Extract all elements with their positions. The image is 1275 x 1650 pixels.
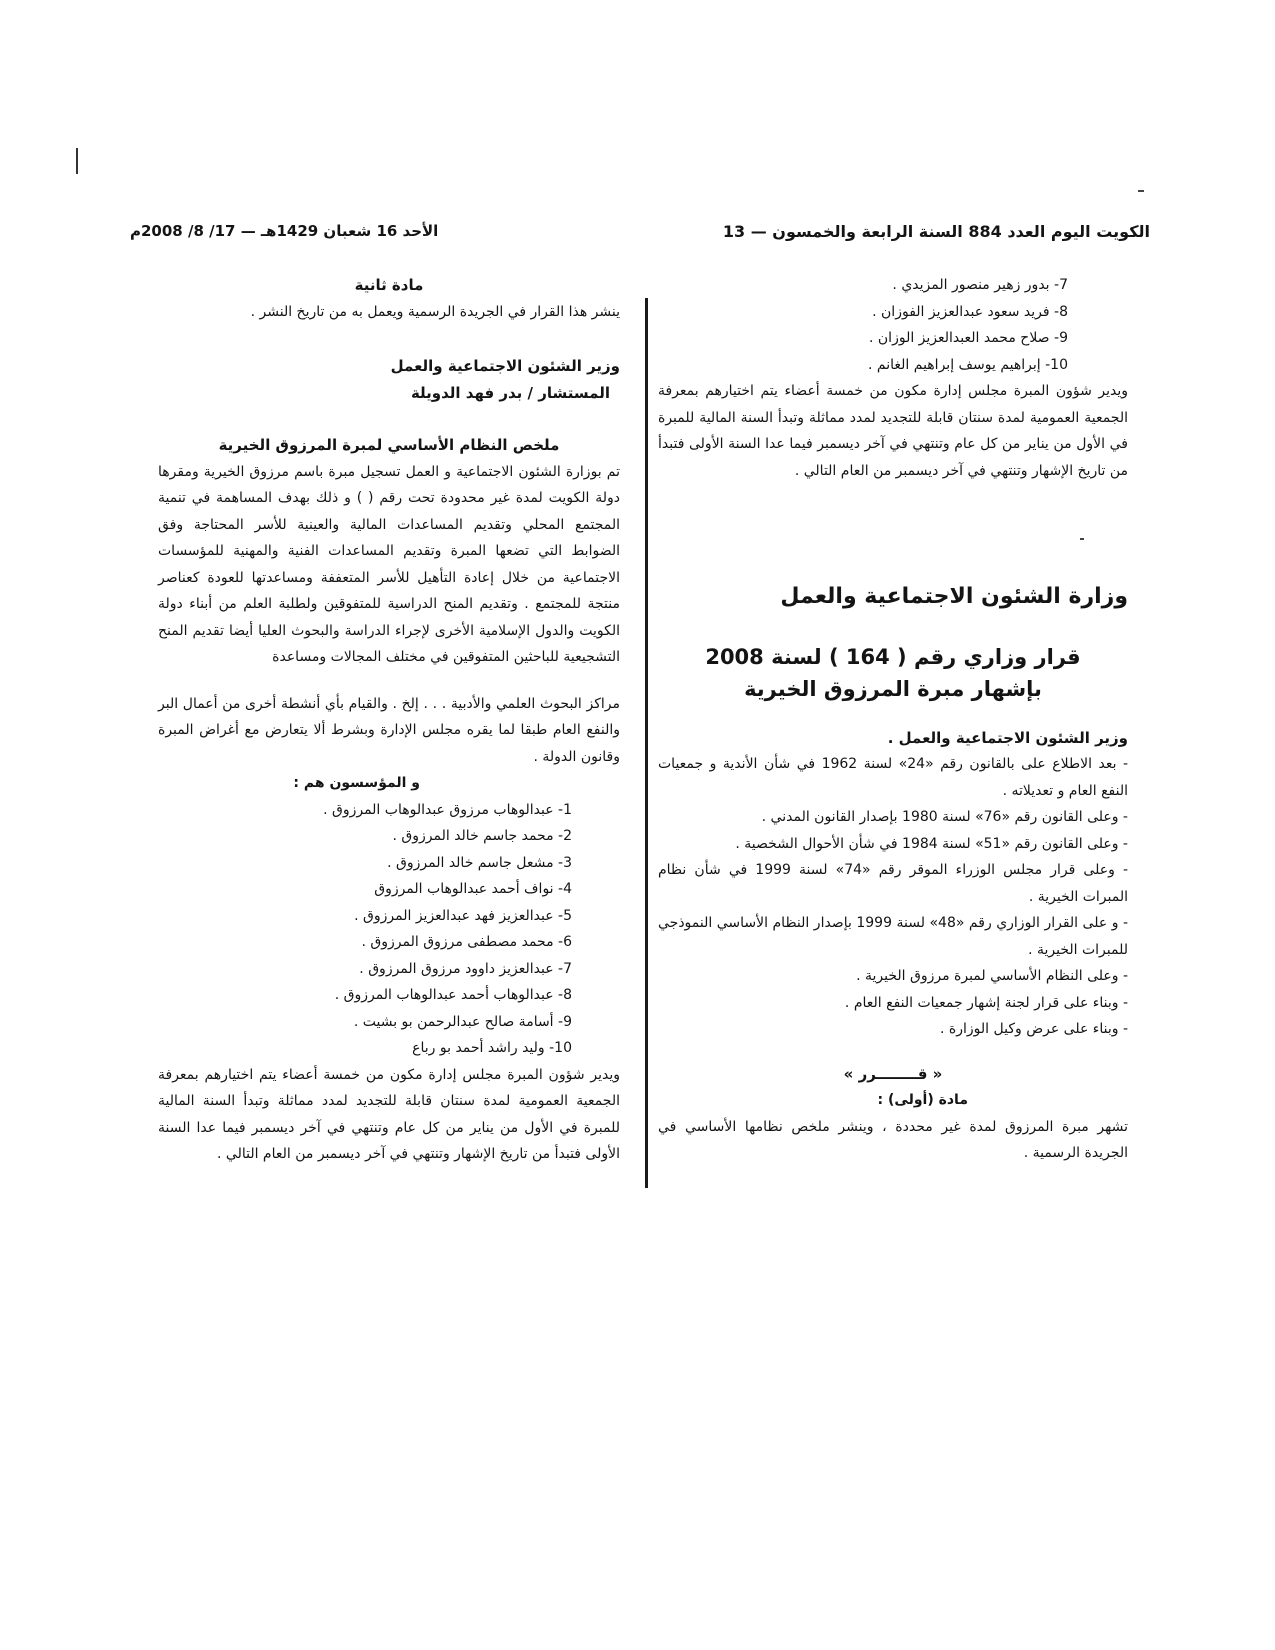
founders-list [158,797,620,1062]
summary-title: ملخص النظام الأساسي لمبرة المرزوق الخيرية [218,436,560,454]
list-item: - وعلى قرار مجلس الوزراء الموقر رقم «74» لسنة 1999 في شأن نظام المبرات الخيرية . [658,862,1129,905]
continuation-paragraph: مراكز البحوث العلمي والأدبية . . . إلخ . والقيام بأي أنشطة أخرى من أعمال البر والنفع العام طبقا لما يقره مجلس الإدارة وبشرط ألا يتعارض مع أغراض المبرة وقانون الدولة . [158,695,620,765]
list-item: 1- عبدالوهاب مرزوق عبدالوهاب المرزوق . [323,801,572,818]
minister-line: وزير الشئون الاجتماعية والعمل . [887,728,1128,747]
list-item: 8- عبدالوهاب أحمد عبدالوهاب المرزوق . [334,987,572,1003]
list-item: 5- عبدالعزيز فهد عبدالعزيز المرزوق . [354,907,572,924]
list-item: - وعلى النظام الأساسي لمبرة مرزوق الخيرية . [856,968,1128,984]
list-item: 6- محمد مصطفى مرزوق المرزوق . [361,934,572,950]
list-item: - بعد الاطلاع على بالقانون رقم «24» لسنة 1962 في شأن الأندية و جمعيات النفع العام و تعديلاته . [658,756,1129,799]
left-column [158,272,620,1168]
list-item: 8- فريد سعود عبدالعزيز الفوزان . [872,303,1068,320]
right-column [658,272,1128,1167]
scan-artifact-dot [1138,190,1144,192]
decision-title: قرار وزاري رقم ( 164 ) لسنة 2008 [705,644,1081,669]
article-heading: مادة ثانية [354,276,424,294]
founders-label: و المؤسسون هم : [293,775,420,791]
article-heading: مادة (أولى) : [877,1092,968,1108]
summary-paragraph: تم بوزارة الشئون الاجتماعية و العمل تسجيل مبرة باسم مرزوق الخيرية ومقرها دولة الكويت لمدة غير محدودة تحت رقم ( ) و ذلك بهدف المساهمة في تنمية المجتمع المحلي وتقديم المساعدات المالية والعينية للأسر المحتاجة وفق الضوابط التي تضعها المبرة وتقديم المساعدات الفنية والمهنية للمؤسسات الاجتماعية من خلال إعادة التأهيل للأسر المتعففة ومساعدتها للعودة كعناصر منتجة للمجتمع . وتقديم المنح الدراسية للمتفوقين ولطلبة العلم من أبناء دولة الكويت والدول الإسلامية الأخرى لإجراء الدراسة والبحوث العليا أيضا تقديم المنح التشجيعية للباحثين المتفوقين في مختلف المجالات ومساعدة [158,463,620,665]
list-item: 2- محمد جاسم خالد المرزوق . [392,828,572,844]
decides-heading: « قــــــــرر » [843,1064,943,1083]
list-item: - وبناء على عرض وكيل الوزارة . [940,1021,1128,1037]
list-item: - وبناء على قرار لجنة إشهار جمعيات النفع العام . [844,994,1128,1011]
members-list [658,272,1128,378]
list-item: 3- مشعل جاسم خالد المرزوق . [387,854,572,871]
article-text: ينشر هذا القرار في الجريدة الرسمية ويعمل به من تاريخ النشر . [250,303,620,320]
decision-subtitle: بإشهار مبرة المرزوق الخيرية [744,676,1042,701]
scan-artifact-mark [76,148,78,174]
board-paragraph: ويدير شؤون المبرة مجلس إدارة مكون من خمسة أعضاء يتم اختيارهم بمعرفة الجمعية العمومية لمدة سنتان قابلة للتجديد لمدد مماثلة وتبدأ السنة المالية للمبرة في الأول من يناير من كل عام وتنتهي في آخر ديسمبر فيما عدا السنة الأولى فتبدأ من تاريخ الإشهار وتنتهي في آخر ديسمبر من العام التالي . [658,383,1128,479]
list-item: 9- أسامة صالح عبدالرحمن بو بشيت . [353,1013,572,1030]
masthead: الكويت اليوم العدد 884 السنة الرابعة والخمسون — 13 [722,222,1150,241]
list-item: 7- بدور زهير منصور المزيدي . [892,277,1068,293]
ministry-heading: وزارة الشئون الاجتماعية والعمل [780,584,1128,609]
list-item: 4- نواف أحمد عبدالوهاب المرزوق [374,881,572,897]
issue-date: الأحد 16 شعبان 1429هـ — 17/ 8/ 2008م [130,222,439,240]
preamble-clauses [658,751,1128,1043]
list-item: 10- إبراهيم يوسف إبراهيم الغانم . [868,356,1068,373]
list-item: - وعلى القانون رقم «51» لسنة 1984 في شأن الأحوال الشخصية . [735,835,1128,852]
list-item: - وعلى القانون رقم «76» لسنة 1980 بإصدار القانون المدني . [761,809,1128,825]
list-item: 10- وليد راشد أحمد بو رباع [412,1040,572,1056]
page-header [130,222,1150,248]
list-item: 9- صلاح محمد العبدالعزيز الوزان . [869,330,1068,346]
column-divider [645,298,648,1188]
signature-title: وزير الشئون الاجتماعية والعمل [390,357,620,375]
list-item: - و على القرار الوزاري رقم «48» لسنة 1999 بإصدار النظام الأساسي النموذجي للمبرات الخيرية . [658,915,1129,958]
board-paragraph: ويدير شؤون المبرة مجلس إدارة مكون من خمسة أعضاء يتم اختيارهم بمعرفة الجمعية العمومية لمدة سنتان قابلة للتجديد لمدد مماثلة وتبدأ السنة المالية للمبرة في الأول من يناير من كل عام وتنتهي في آخر ديسمبر فيما عدا السنة الأولى فتبدأ من تاريخ الإشهار وتنتهي في آخر ديسمبر من العام التالي . [158,1066,620,1162]
list-item: 7- عبدالعزيز داوود مرزوق المرزوق . [359,960,572,977]
article-text: تشهر مبرة المرزوق لمدة غير محددة ، وينشر ملخص نظامها الأساسي في الجريدة الرسمية . [658,1118,1128,1161]
signature-name: المستشار / بدر فهد الدويلة [410,383,610,402]
